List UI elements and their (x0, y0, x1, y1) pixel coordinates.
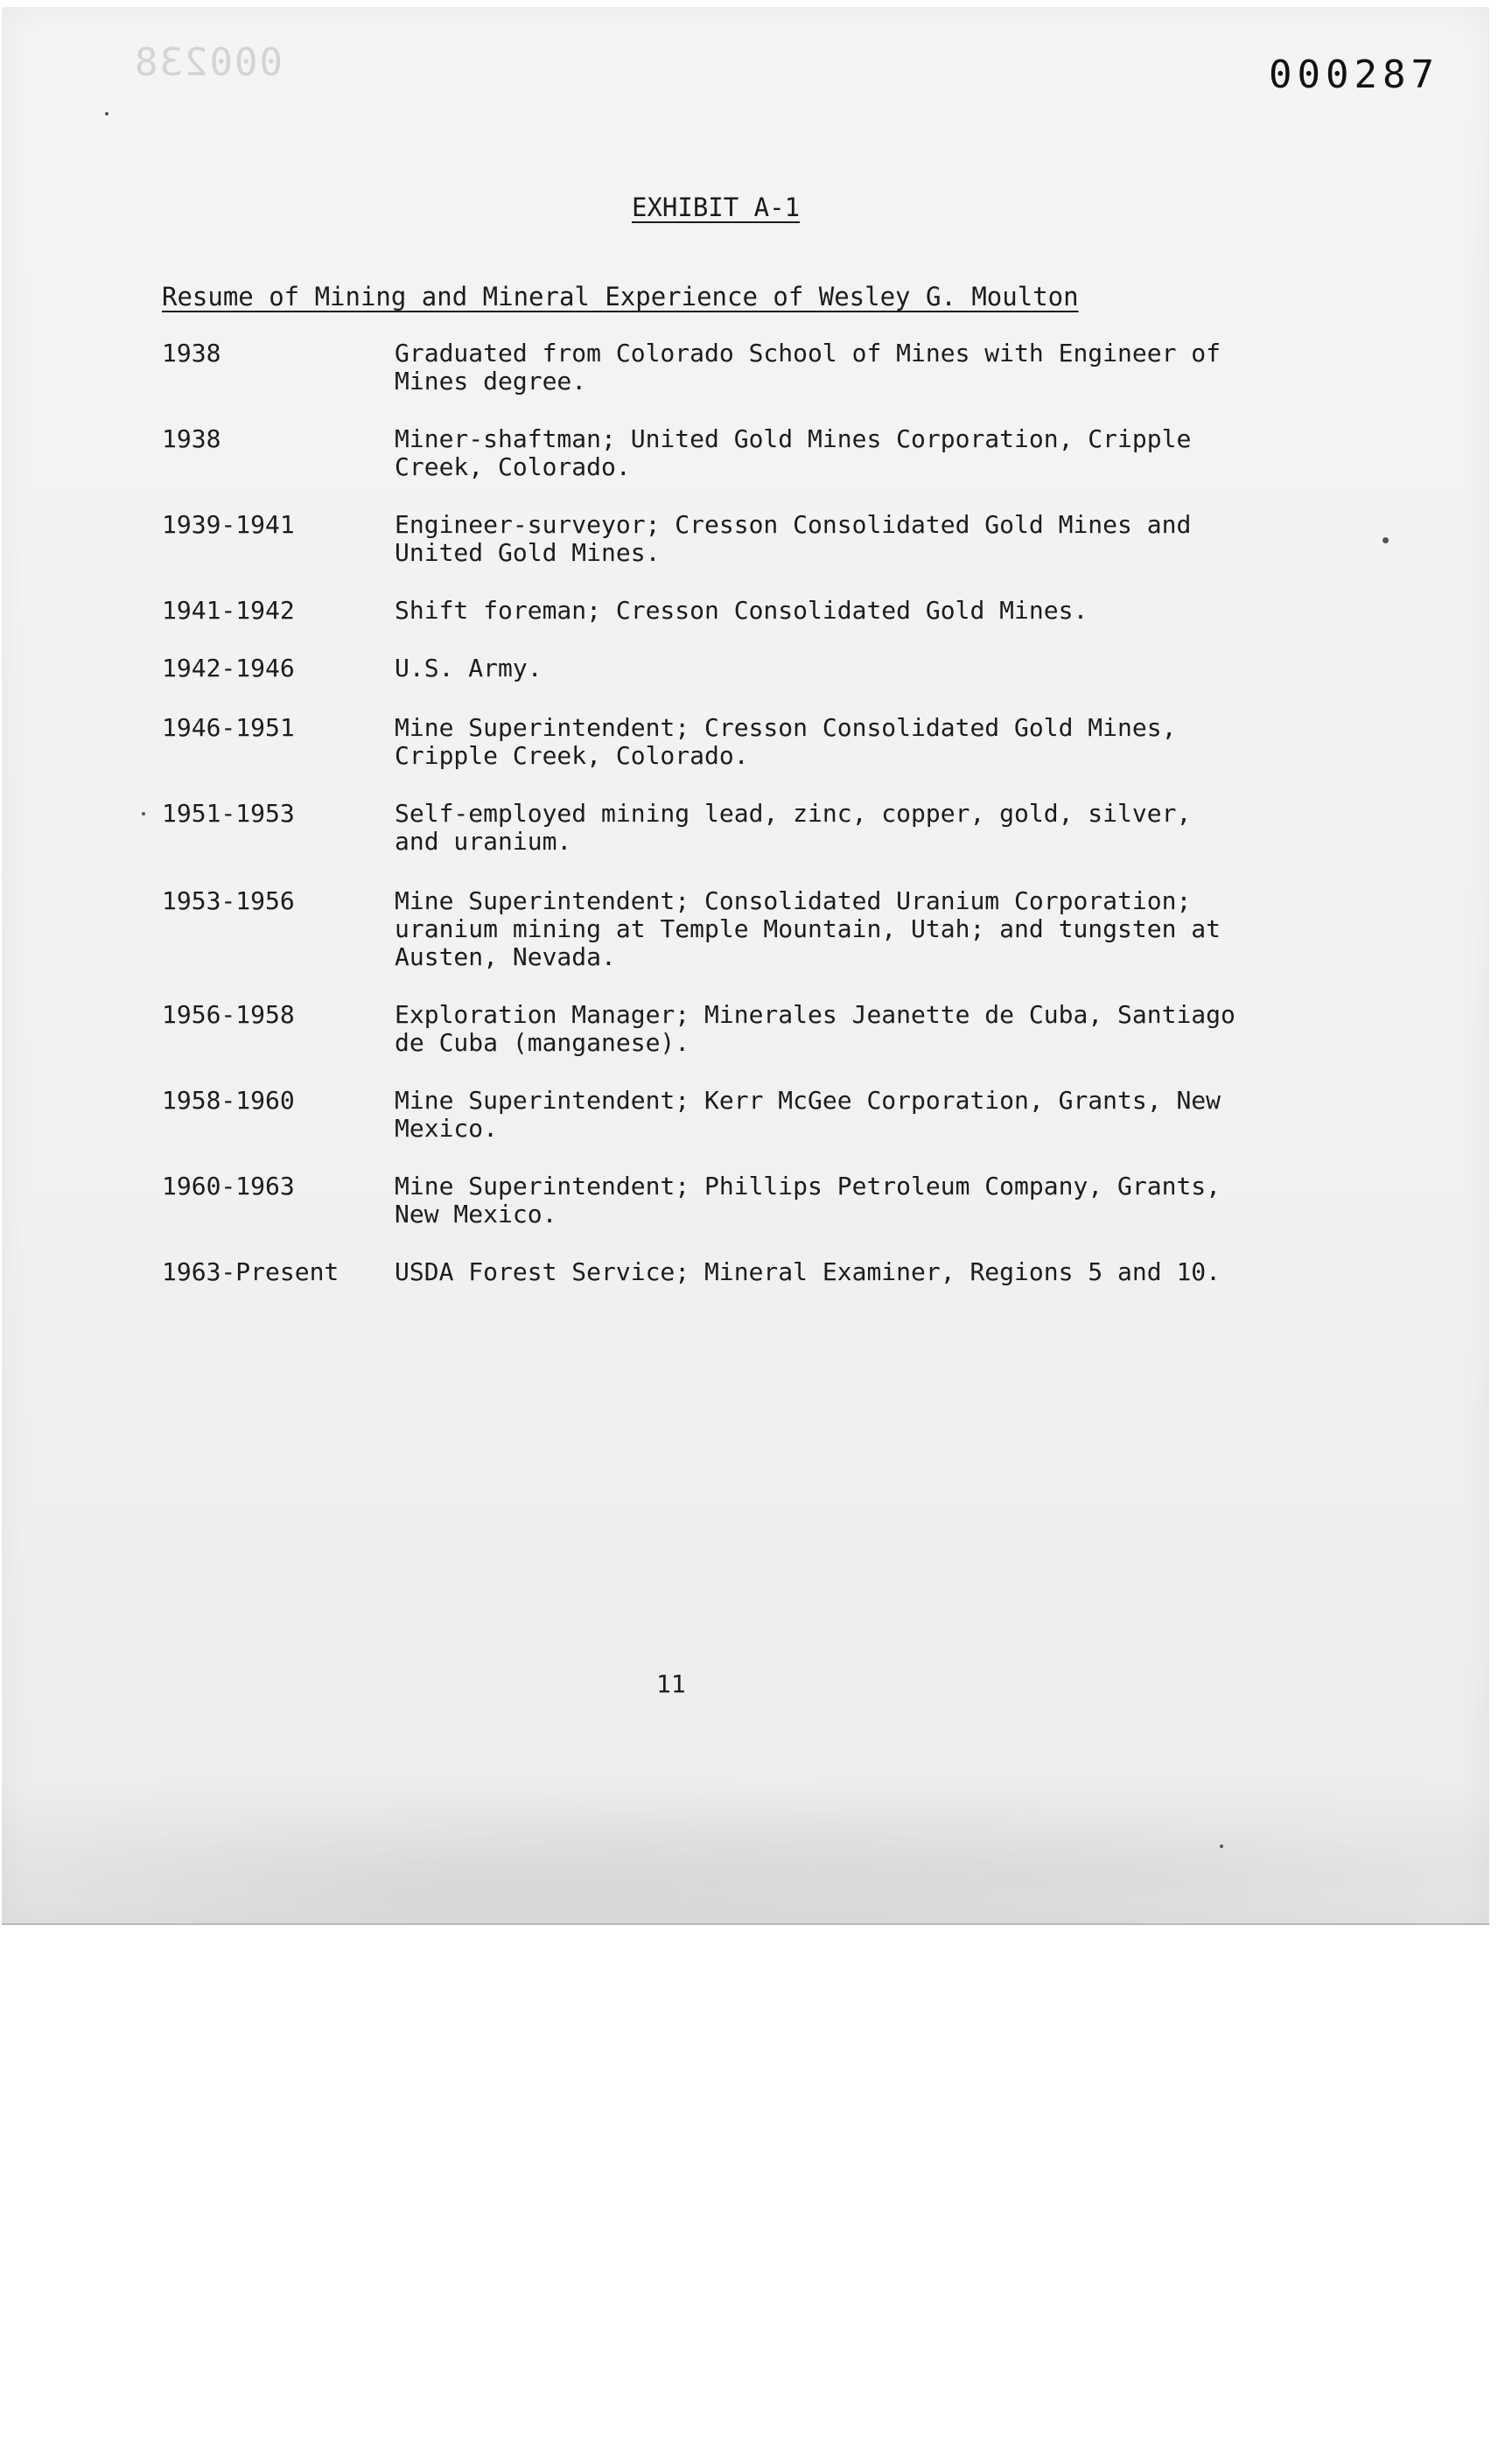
entry-year: 1951-1953 (162, 799, 295, 828)
experience-entry (162, 425, 1264, 481)
entry-description: Mine Superintendent; Phillips Petroleum Company, Grants, New Mexico. (395, 1172, 1222, 1228)
experience-entry (162, 714, 1264, 770)
entry-year: 1942-1946 (162, 654, 295, 682)
scan-speck (1220, 1844, 1223, 1848)
bleed-through-number: 000238 (133, 40, 283, 85)
entry-description: Miner-shaftman; United Gold Mines Corporation, Cripple Creek, Colorado. (395, 424, 1192, 481)
entry-description: Shift foreman; Cresson Consolidated Gold Mines. (395, 596, 1088, 625)
entry-year: 1941-1942 (162, 596, 295, 625)
page-number: 11 (656, 1670, 686, 1698)
entry-year: 1958-1960 (162, 1086, 295, 1115)
entry-description: USDA Forest Service; Mineral Examiner, Regions 5 and 10. (395, 1257, 1222, 1286)
exhibit-title: EXHIBIT A-1 (632, 192, 801, 222)
experience-entry (162, 654, 1264, 682)
entry-description: Engineer-surveyor; Cresson Consolidated Gold Mines and United Gold Mines. (395, 510, 1192, 567)
entry-year: 1963-Present (162, 1257, 340, 1286)
document-number: 000287 (1269, 52, 1439, 97)
entry-year: 1939-1941 (162, 510, 295, 539)
entry-description: U.S. Army. (395, 654, 542, 682)
entry-description: Exploration Manager; Minerales Jeanette de Cuba, Santiago de Cuba (manganese). (395, 1000, 1236, 1057)
experience-entry (162, 511, 1264, 567)
experience-entry (162, 1001, 1264, 1057)
scan-smudge (2, 1774, 1489, 1923)
entry-description: Mine Superintendent; Kerr McGee Corporation, Grants, New Mexico. (395, 1086, 1222, 1143)
entry-year: 1956-1958 (162, 1000, 295, 1029)
experience-entry (162, 887, 1264, 971)
experience-entry (162, 800, 1264, 856)
experience-entry (162, 597, 1264, 625)
entry-description: Mine Superintendent; Consolidated Uranium Corporation; uranium mining at Temple Mountain, Utah; and tungsten at Austen, Nevada. (395, 886, 1222, 971)
entry-year: 1953-1956 (162, 886, 295, 915)
scan-speck (1382, 537, 1389, 543)
experience-entry (162, 340, 1264, 396)
entry-year: 1938 (162, 424, 221, 453)
scan-speck (142, 812, 145, 816)
experience-entry (162, 1087, 1264, 1143)
entry-description: Self-employed mining lead, zinc, copper, gold, silver, and uranium. (395, 799, 1192, 856)
entry-description: Mine Superintendent; Cresson Consolidated Gold Mines, Cripple Creek, Colorado. (395, 713, 1177, 770)
resume-heading: Resume of Mining and Mineral Experience of Wesley G. Moulton (162, 282, 1079, 312)
entry-year: 1960-1963 (162, 1172, 295, 1200)
document-page (2, 7, 1489, 1925)
experience-entry (162, 1258, 1264, 1286)
entry-year: 1938 (162, 339, 221, 368)
entry-description: Graduated from Colorado School of Mines with Engineer of Mines degree. (395, 339, 1222, 396)
scan-speck (105, 112, 108, 116)
experience-list (162, 340, 1264, 1286)
entry-year: 1946-1951 (162, 713, 295, 742)
experience-entry (162, 1172, 1264, 1228)
